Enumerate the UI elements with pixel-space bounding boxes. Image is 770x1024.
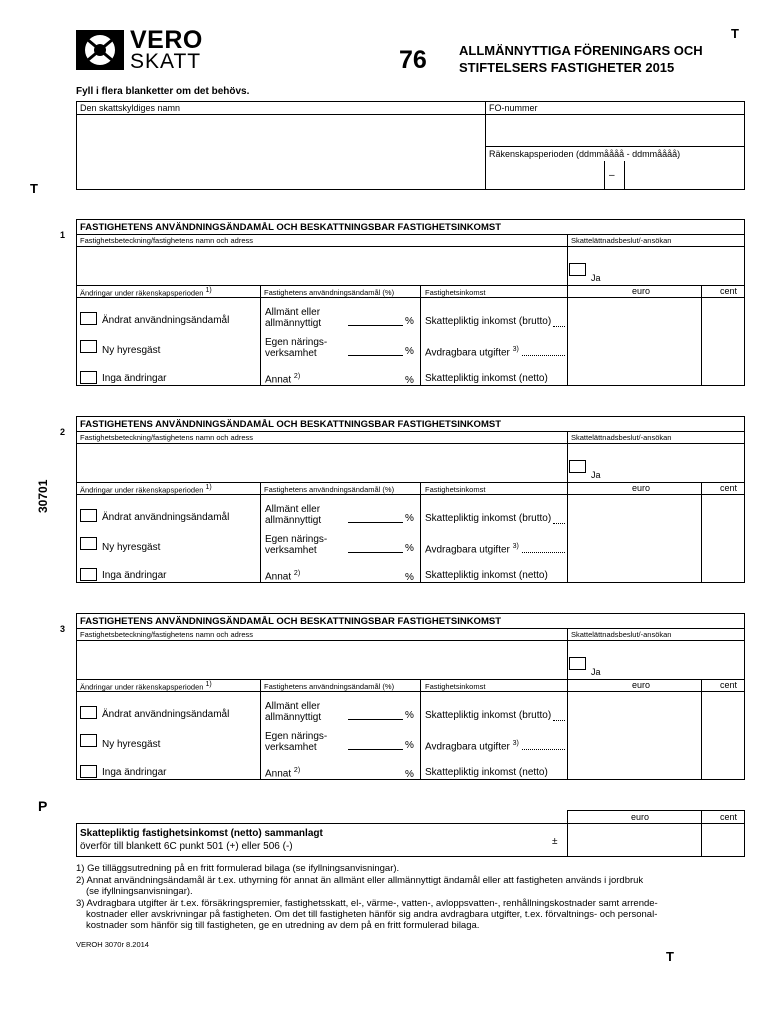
taxable-gross-label: Skattepliktig inkomst (brutto) xyxy=(425,513,552,524)
tax-relief-yes-checkbox[interactable] xyxy=(569,657,586,670)
period-end-input[interactable] xyxy=(625,161,744,189)
new-tenant-label: Ny hyresgäst xyxy=(102,542,161,553)
usage-purpose-label: Fastighetens användningsändamål (%) xyxy=(264,682,395,691)
cent-label: cent xyxy=(720,680,738,690)
property-section-2 xyxy=(0,416,770,591)
tax-relief-label: Skattelättnadsbeslut/-ansökan xyxy=(571,236,672,245)
accounting-period-label: Räkenskapsperioden (ddmmåååå - ddmmåååå) xyxy=(489,149,681,159)
footnote-3-cont2: kostnader som hänför sig till fastigheten, ge en utredning av dem på en fritt formulerad bilaga. xyxy=(86,920,480,931)
taxable-gross-label: Skattepliktig inkomst (brutto) xyxy=(425,710,552,721)
property-designation-input[interactable] xyxy=(77,641,566,678)
instruction-text: Fyll i flera blanketter om det behövs. xyxy=(76,86,250,97)
taxable-gross-input[interactable] xyxy=(568,699,744,725)
fo-number-label: FO-nummer xyxy=(489,103,538,113)
purpose-business-input[interactable] xyxy=(348,749,403,750)
property-designation-label: Fastighetsbeteckning/fastighetens namn och adress xyxy=(80,433,254,442)
changed-purpose-checkbox[interactable] xyxy=(80,312,97,325)
form-title-line2: STIFTELSERS FASTIGHETER 2015 xyxy=(459,60,675,75)
purpose-public-input[interactable] xyxy=(348,522,403,523)
section-number: 2 xyxy=(60,427,66,437)
pct-sign: % xyxy=(405,346,414,357)
property-designation-label: Fastighetsbeteckning/fastighetens namn och adress xyxy=(80,236,254,245)
new-tenant-checkbox[interactable] xyxy=(80,537,97,550)
summary-letter-p: P xyxy=(38,798,48,814)
form-title-line1: ALLMÄNNYTTIGA FÖRENINGARS OCH xyxy=(459,43,703,58)
logo-emblem-icon xyxy=(76,30,124,70)
tax-relief-yes-checkbox[interactable] xyxy=(569,460,586,473)
changed-purpose-label: Ändrat användningsändamål xyxy=(102,512,230,523)
no-changes-checkbox[interactable] xyxy=(80,765,97,778)
changes-label: Ändringar under räkenskapsperioden 1) xyxy=(80,484,212,495)
pct-sign: % xyxy=(405,769,414,780)
summary-total-input[interactable] xyxy=(568,824,744,856)
new-tenant-checkbox[interactable] xyxy=(80,340,97,353)
euro-label: euro xyxy=(632,483,651,493)
property-section-3 xyxy=(0,613,770,788)
euro-label: euro xyxy=(632,680,651,690)
property-section-1 xyxy=(0,219,770,394)
purpose-public-label: Allmänt eller allmännyttigt xyxy=(265,701,322,723)
property-designation-input[interactable] xyxy=(77,444,566,481)
usage-purpose-label: Fastighetens användningsändamål (%) xyxy=(264,288,395,297)
euro-label: euro xyxy=(632,286,651,296)
property-income-label: Fastighetsinkomst xyxy=(425,288,486,297)
pct-sign: % xyxy=(405,740,414,751)
pct-sign: % xyxy=(405,375,414,386)
summary-currency-header xyxy=(567,810,745,824)
tax-relief-label: Skattelättnadsbeslut/-ansökan xyxy=(571,433,672,442)
cent-label: cent xyxy=(720,286,738,296)
purpose-public-label: Allmänt eller allmännyttigt xyxy=(265,504,322,526)
taxable-net-label: Skattepliktig inkomst (netto) xyxy=(425,767,548,778)
property-designation-input[interactable] xyxy=(77,247,566,284)
fo-number-input[interactable] xyxy=(486,115,744,145)
purpose-public-label: Allmänt eller allmännyttigt xyxy=(265,307,322,329)
taxable-net-input[interactable] xyxy=(568,758,744,779)
purpose-public-input[interactable] xyxy=(348,719,403,720)
no-changes-label: Inga ändringar xyxy=(102,767,167,778)
deductible-expenses-input[interactable] xyxy=(568,532,744,558)
changed-purpose-checkbox[interactable] xyxy=(80,706,97,719)
purpose-public-input[interactable] xyxy=(348,325,403,326)
footnote-3: 3) Avdragbara utgifter är t.ex. försäkringspremier, fastighetsskatt, el-, värme-, vatten-, avloppsvatten-, renhållningskostnader samt arrende- xyxy=(76,898,658,909)
purpose-business-input[interactable] xyxy=(348,355,403,356)
changes-label: Ändringar under räkenskapsperioden 1) xyxy=(80,287,212,298)
vero-skatt-logo xyxy=(76,28,221,74)
footnote-2-cont: (se ifyllningsanvisningar). xyxy=(86,886,193,897)
logo-text-vero: VERO xyxy=(130,26,203,54)
purpose-business-label: Egen närings- verksamhet xyxy=(265,731,328,753)
section-title: FASTIGHETENS ANVÄNDNINGSÄNDAMÅL OCH BESKATTNINGSBAR FASTIGHETSINKOMST xyxy=(80,222,502,233)
logo-text-skatt: SKATT xyxy=(130,50,202,73)
footnote-3-cont1: kostnader eller avskrivningar på fastigheten. Om det till fastigheten hänför sig andra avdragbara utgifter, t.ex. förvaltnings- och personal- xyxy=(86,909,658,920)
taxable-gross-input[interactable] xyxy=(568,502,744,528)
taxable-net-input[interactable] xyxy=(568,364,744,385)
purpose-business-label: Egen närings- verksamhet xyxy=(265,534,328,556)
deductible-expenses-input[interactable] xyxy=(568,335,744,361)
section-title: FASTIGHETENS ANVÄNDNINGSÄNDAMÅL OCH BESKATTNINGSBAR FASTIGHETSINKOMST xyxy=(80,616,502,627)
usage-purpose-label: Fastighetens användningsändamål (%) xyxy=(264,485,395,494)
footnote-2: 2) Annat användningsändamål är t.ex. uthyrning för annat än allmänt eller allmännyttigt ändamål eller att fastigheten används i jordbruk xyxy=(76,875,644,886)
changed-purpose-checkbox[interactable] xyxy=(80,509,97,522)
taxable-net-input[interactable] xyxy=(568,561,744,582)
summary-sign: ± xyxy=(552,836,558,847)
no-changes-checkbox[interactable] xyxy=(80,568,97,581)
section-number: 3 xyxy=(60,624,66,634)
new-tenant-label: Ny hyresgäst xyxy=(102,739,161,750)
summary-subtitle: överför till blankett 6C punkt 501 (+) eller 506 (-) xyxy=(80,841,293,852)
no-changes-checkbox[interactable] xyxy=(80,371,97,384)
no-changes-label: Inga ändringar xyxy=(102,570,167,581)
deductible-expenses-label: Avdragbara utgifter $^{3)}$ xyxy=(425,740,519,753)
summary-title: Skattepliktig fastighetsinkomst (netto) sammanlagt xyxy=(80,828,323,839)
period-start-input[interactable] xyxy=(486,161,603,189)
new-tenant-label: Ny hyresgäst xyxy=(102,345,161,356)
purpose-other-label: Annat $^{2)}$ xyxy=(265,373,301,386)
corner-mark-top: T xyxy=(731,26,739,41)
side-mark-t: T xyxy=(30,181,38,196)
changed-purpose-label: Ändrat användningsändamål xyxy=(102,709,230,720)
tax-relief-yes-label: Ja xyxy=(591,470,601,480)
form-number: 76 xyxy=(399,46,427,74)
purpose-business-label: Egen närings- verksamhet xyxy=(265,337,328,359)
property-designation-label: Fastighetsbeteckning/fastighetens namn och adress xyxy=(80,630,254,639)
purpose-business-input[interactable] xyxy=(348,552,403,553)
tax-relief-label: Skattelättnadsbeslut/-ansökan xyxy=(571,630,672,639)
taxable-net-label: Skattepliktig inkomst (netto) xyxy=(425,570,548,581)
changes-label: Ändringar under räkenskapsperioden 1) xyxy=(80,681,212,692)
pct-sign: % xyxy=(405,316,414,327)
purpose-other-label: Annat $^{2)}$ xyxy=(265,767,301,780)
pct-sign: % xyxy=(405,710,414,721)
changed-purpose-label: Ändrat användningsändamål xyxy=(102,315,230,326)
deductible-expenses-label: Avdragbara utgifter $^{3)}$ xyxy=(425,346,519,359)
summary-cent-label: cent xyxy=(720,812,738,822)
tax-relief-yes-label: Ja xyxy=(591,273,601,283)
pct-sign: % xyxy=(405,513,414,524)
tax-relief-yes-label: Ja xyxy=(591,667,601,677)
deductible-expenses-input[interactable] xyxy=(568,729,744,755)
period-separator: – xyxy=(609,170,615,181)
property-income-label: Fastighetsinkomst xyxy=(425,485,486,494)
new-tenant-checkbox[interactable] xyxy=(80,734,97,747)
tax-relief-yes-checkbox[interactable] xyxy=(569,263,586,276)
form-code-vertical: 30701 xyxy=(36,479,50,513)
cent-label: cent xyxy=(720,483,738,493)
deductible-expenses-label: Avdragbara utgifter $^{3)}$ xyxy=(425,543,519,556)
taxpayer-name-label: Den skattskyldiges namn xyxy=(80,103,181,113)
pct-sign: % xyxy=(405,543,414,554)
pct-sign: % xyxy=(405,572,414,583)
section-title: FASTIGHETENS ANVÄNDNINGSÄNDAMÅL OCH BESKATTNINGSBAR FASTIGHETSINKOMST xyxy=(80,419,502,430)
taxpayer-name-input[interactable] xyxy=(76,115,484,189)
property-income-label: Fastighetsinkomst xyxy=(425,682,486,691)
summary-euro-label: euro xyxy=(631,812,650,822)
no-changes-label: Inga ändringar xyxy=(102,373,167,384)
section-number: 1 xyxy=(60,230,66,240)
taxable-net-label: Skattepliktig inkomst (netto) xyxy=(425,373,548,384)
taxable-gross-label: Skattepliktig inkomst (brutto) xyxy=(425,316,552,327)
footnote-1: 1) Ge tilläggsutredning på en fritt formulerad bilaga (se ifyllningsanvisningar). xyxy=(76,863,400,874)
form-version-code: VEROH 3070r 8.2014 xyxy=(76,940,149,949)
purpose-other-label: Annat $^{2)}$ xyxy=(265,570,301,583)
taxable-gross-input[interactable] xyxy=(568,305,744,331)
corner-mark-bottom: T xyxy=(666,949,674,964)
